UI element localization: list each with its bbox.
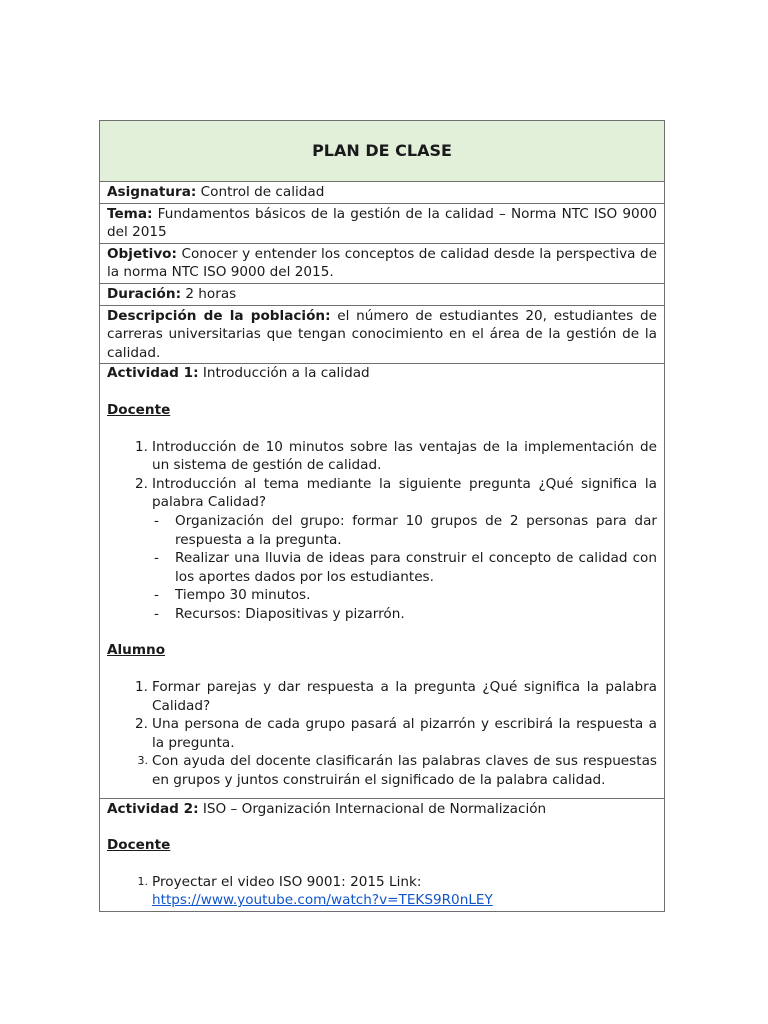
list-number: 2. bbox=[135, 716, 148, 733]
actividad2-row bbox=[100, 798, 664, 911]
sublist-item-text: Realizar una lluvia de ideas para construir el concepto de calidad con los aportes dados por los estudiantes. bbox=[175, 550, 657, 585]
list-item-text: Con ayuda del docente clasificarán las palabras claves de sus respuestas en grupos y juntos construirán el significado de la palabra calidad. bbox=[152, 753, 657, 789]
sublist-item bbox=[152, 549, 657, 586]
list-number: 2. bbox=[135, 475, 148, 492]
dash-bullet: - bbox=[154, 587, 159, 604]
video-link[interactable]: https://www.youtube.com/watch?v=TEKS9R0nLEY bbox=[152, 892, 493, 909]
sublist-item bbox=[152, 605, 657, 624]
duracion-row bbox=[100, 283, 664, 305]
docente2-heading: Docente bbox=[107, 837, 171, 854]
list-item-text: Formar parejas y dar respuesta a la pregunta ¿Qué significa la palabra Calidad? bbox=[152, 679, 657, 714]
list-item-text: Introducción al tema mediante la siguiente pregunta ¿Qué significa la palabra Calidad? bbox=[152, 475, 657, 511]
actividad1-value: Introducción a la calidad bbox=[198, 365, 370, 382]
sublist-item-text: Organización del grupo: formar 10 grupos de 2 personas para dar respuesta a la pregunta. bbox=[175, 512, 657, 548]
list-number: 1. bbox=[135, 438, 148, 455]
tema-row bbox=[100, 203, 664, 243]
list-item bbox=[107, 475, 657, 624]
list-item-text: Proyectar el video ISO 9001: 2015 Link: bbox=[152, 873, 422, 890]
objetivo-value: Conocer y entender los conceptos de calidad desde la perspectiva de la norma NTC ISO 9000 del 2015. bbox=[107, 245, 657, 281]
actividad1-header bbox=[107, 364, 657, 383]
actividad1-row bbox=[100, 363, 664, 797]
tema-value: Fundamentos básicos de la gestión de la calidad – Norma NTC ISO 9000 del 2015 bbox=[107, 205, 657, 241]
actividad1-label: Actividad 1: bbox=[107, 365, 199, 382]
alumno-heading: Alumno bbox=[107, 642, 166, 659]
list-item bbox=[107, 873, 657, 910]
dash-bullet: - bbox=[154, 550, 159, 567]
list-item bbox=[107, 438, 657, 475]
docente-list bbox=[107, 438, 657, 624]
sublist-item-text: Recursos: Diapositivas y pizarrón. bbox=[175, 605, 405, 622]
list-item bbox=[107, 715, 657, 752]
list-number: 3. bbox=[137, 754, 148, 768]
objetivo-row bbox=[100, 243, 664, 283]
list-number: 1. bbox=[135, 679, 148, 696]
list-number: 1. bbox=[137, 874, 148, 888]
alumno-list bbox=[107, 678, 657, 790]
objetivo-label: Objetivo: bbox=[107, 245, 177, 262]
asignatura-value: Control de calidad bbox=[196, 184, 325, 200]
actividad2-header bbox=[107, 800, 657, 819]
dash-bullet: - bbox=[154, 512, 159, 529]
list-item-text: Una persona de cada grupo pasará al pizarrón y escribirá la respuesta a la pregunta. bbox=[152, 716, 657, 751]
sublist-item bbox=[152, 512, 657, 549]
docente2-list bbox=[107, 873, 657, 910]
sublist-item-text: Tiempo 30 minutos. bbox=[175, 587, 311, 604]
descripcion-label: Descripción de la población: bbox=[107, 307, 331, 324]
docente-sublist bbox=[152, 512, 657, 624]
asignatura-row bbox=[100, 181, 664, 203]
descripcion-value: el número de estudiantes 20, estudiantes de carreras universitarias que tengan conocimiento en el área de la gestión de la calidad. bbox=[107, 307, 657, 361]
tema-label: Tema: bbox=[107, 205, 153, 222]
asignatura-label: Asignatura: bbox=[107, 184, 197, 200]
plan-title-text: PLAN DE CLASE bbox=[312, 140, 452, 160]
list-item bbox=[107, 678, 657, 715]
actividad2-value: ISO – Organización Internacional de Normalización bbox=[198, 800, 547, 817]
docente-heading: Docente bbox=[107, 401, 171, 418]
list-item-text: Introducción de 10 minutos sobre las ventajas de la implementación de un sistema de gestión de calidad. bbox=[152, 438, 657, 474]
duracion-value: 2 horas bbox=[181, 285, 237, 302]
sublist-item bbox=[152, 586, 657, 605]
list-item bbox=[107, 752, 657, 789]
actividad2-label: Actividad 2: bbox=[107, 800, 199, 817]
duracion-label: Duración: bbox=[107, 285, 182, 302]
dash-bullet: - bbox=[154, 605, 159, 622]
descripcion-row bbox=[100, 305, 664, 364]
plan-title bbox=[100, 121, 664, 181]
lesson-plan-table bbox=[99, 120, 665, 912]
